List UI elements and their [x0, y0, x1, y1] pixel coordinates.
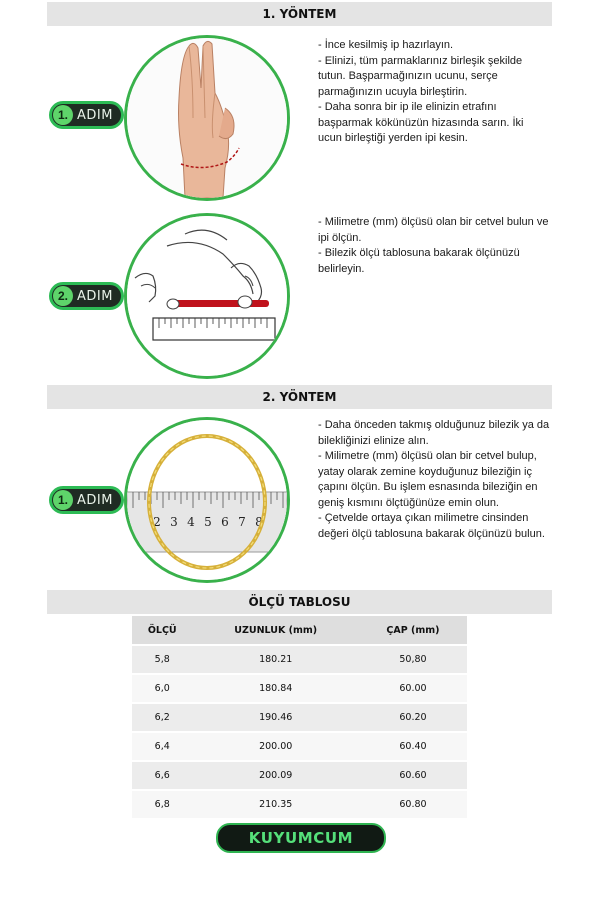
method2-step1-badge — [49, 486, 124, 514]
table-cell: 60.00 — [359, 674, 467, 703]
table-row — [132, 732, 467, 761]
ruler-number: 3 — [170, 515, 178, 529]
table-cell: 6,0 — [132, 674, 192, 703]
instruction-line: - Milimetre (mm) ölçüsü olan bir cetvel bulup, yatay olarak zemine koyduğunuz bileziğin iç çapını ölçün. Bu işlem esnasında bileziğin en geniş kısmını ölçtüğünüze emin olun. — [318, 450, 538, 509]
step-number: 1. — [53, 490, 73, 510]
table-cell: 60.20 — [359, 703, 467, 732]
step-label: ADIM — [77, 288, 113, 304]
table-header-row — [132, 616, 467, 645]
table-cell: 6,4 — [132, 732, 192, 761]
table-cell: 6,2 — [132, 703, 192, 732]
table-cell: 60.80 — [359, 790, 467, 818]
ruler-number: 8 — [255, 515, 263, 529]
column-header: UZUNLUK (mm) — [192, 616, 358, 645]
method1-step1-text — [318, 38, 550, 147]
method2-title: 2. YÖNTEM — [47, 385, 552, 409]
table-row — [132, 645, 467, 674]
table-cell: 200.00 — [192, 732, 358, 761]
table-cell: 180.84 — [192, 674, 358, 703]
step-label: ADIM — [77, 107, 113, 123]
table-cell: 6,8 — [132, 790, 192, 818]
method1-step2-text — [318, 215, 550, 277]
ruler-number: 7 — [238, 515, 246, 529]
table-row — [132, 761, 467, 790]
table-row — [132, 674, 467, 703]
table-title: ÖLÇÜ TABLOSU — [47, 590, 552, 614]
instruction-line: - Bilezik ölçü tablosuna bakarak ölçünüzü belirleyin. — [318, 247, 520, 275]
table-row — [132, 703, 467, 732]
ruler-number: 2 — [153, 515, 161, 529]
instruction-line: - Daha sonra bir ip ile elinizin etrafını başparmak kökünüzün hizasında sarın. İki ucun birleştiği yerden ipi kesin. — [318, 101, 524, 144]
bangle-ruler-icon — [124, 417, 290, 583]
table-cell: 180.21 — [192, 645, 358, 674]
ruler-number: 6 — [221, 515, 229, 529]
column-header: ÖLÇÜ — [132, 616, 192, 645]
ruler-number: 4 — [187, 515, 195, 529]
method1-step2-badge — [49, 282, 124, 310]
instruction-line: - Elinizi, tüm parmaklarınız birleşik şekilde tutun. Başparmağınızın ucunu, serçe parmağınızın ucuyla birleştirin. — [318, 54, 523, 98]
table-cell: 210.35 — [192, 790, 358, 818]
table-cell: 190.46 — [192, 703, 358, 732]
instruction-line: - Daha önceden takmış olduğunuz bilezik ya da bilekliğinizi elinize alın. — [318, 419, 550, 447]
method2-step1-text — [318, 418, 550, 542]
hand-illustration-icon — [124, 35, 290, 201]
table-cell: 60.40 — [359, 732, 467, 761]
step-number: 1. — [53, 105, 73, 125]
table-row — [132, 790, 467, 818]
size-table — [132, 616, 467, 818]
ruler-string-icon — [124, 213, 290, 379]
step-label: ADIM — [77, 492, 113, 508]
table-cell: 60.60 — [359, 761, 467, 790]
table-cell: 50,80 — [359, 645, 467, 674]
column-header: ÇAP (mm) — [359, 616, 467, 645]
method1-step1-badge — [49, 101, 124, 129]
ruler-number: 5 — [204, 515, 212, 529]
step-number: 2. — [53, 286, 73, 306]
instruction-line: - İnce kesilmiş ip hazırlayın. — [318, 39, 454, 51]
table-cell: 5,8 — [132, 645, 192, 674]
table-cell: 200.09 — [192, 761, 358, 790]
instruction-line: - Milimetre (mm) ölçüsü olan bir cetvel bulun ve ipi ölçün. — [318, 216, 549, 244]
method1-title: 1. YÖNTEM — [47, 2, 552, 26]
instruction-line: - Çetvelde ortaya çıkan milimetre cinsinden değeri ölçü tablosuna bakarak ölçünüzü bulun. — [318, 512, 545, 540]
table-cell: 6,6 — [132, 761, 192, 790]
brand-logo: KUYUMCUM — [216, 823, 386, 853]
